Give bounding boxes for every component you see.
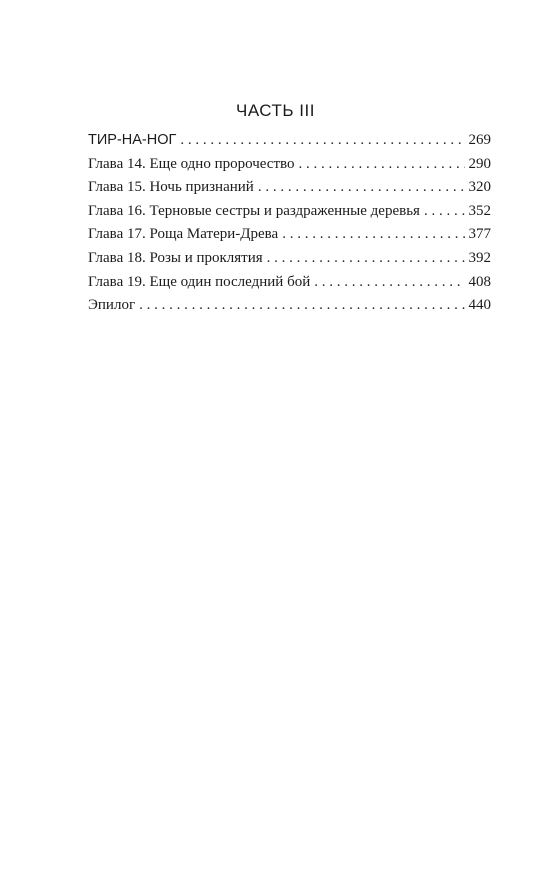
toc-entry-page: 352 xyxy=(468,202,491,219)
toc-entry-page: 320 xyxy=(468,179,491,196)
toc-entry xyxy=(88,156,491,180)
toc-leader-dots xyxy=(314,274,464,291)
toc-leader-dots xyxy=(298,156,464,173)
toc-entry-page: 377 xyxy=(468,226,491,243)
toc-leader-dots xyxy=(139,297,464,314)
toc-entry-title: Глава 16. Терновые сестры и раздраженные деревья xyxy=(88,202,420,219)
toc-entry-page: 269 xyxy=(468,132,491,148)
toc-entry xyxy=(88,179,491,203)
toc-leader-dots xyxy=(267,250,465,267)
toc-entry xyxy=(88,297,491,321)
table-of-contents xyxy=(88,132,491,321)
toc-leader-dots xyxy=(282,226,464,243)
toc-entry-page: 440 xyxy=(468,297,491,314)
toc-entry xyxy=(88,132,491,156)
toc-leader-dots xyxy=(424,203,465,220)
toc-entry xyxy=(88,203,491,227)
toc-entry-title: Глава 17. Роща Матери-Древа xyxy=(88,226,279,243)
toc-entry xyxy=(88,226,491,250)
toc-entry xyxy=(88,274,491,298)
toc-entry-title: Глава 14. Еще одно пророчество xyxy=(88,155,295,172)
toc-entry-title: Глава 15. Ночь признаний xyxy=(88,179,254,196)
toc-entry xyxy=(88,250,491,274)
toc-entry-title: Глава 19. Еще один последний бой xyxy=(88,273,311,290)
toc-entry-page: 408 xyxy=(468,273,491,290)
toc-leader-dots xyxy=(180,132,464,149)
toc-leader-dots xyxy=(258,179,465,196)
toc-entry-page: 392 xyxy=(468,249,491,266)
toc-entry-title: Эпилог xyxy=(88,297,136,314)
toc-entry-title: ТИР-НА-НОГ xyxy=(88,132,177,148)
toc-entry-page: 290 xyxy=(468,155,491,172)
toc-entry-title: Глава 18. Розы и проклятия xyxy=(88,249,263,266)
part-title: ЧАСТЬ III xyxy=(236,101,315,120)
